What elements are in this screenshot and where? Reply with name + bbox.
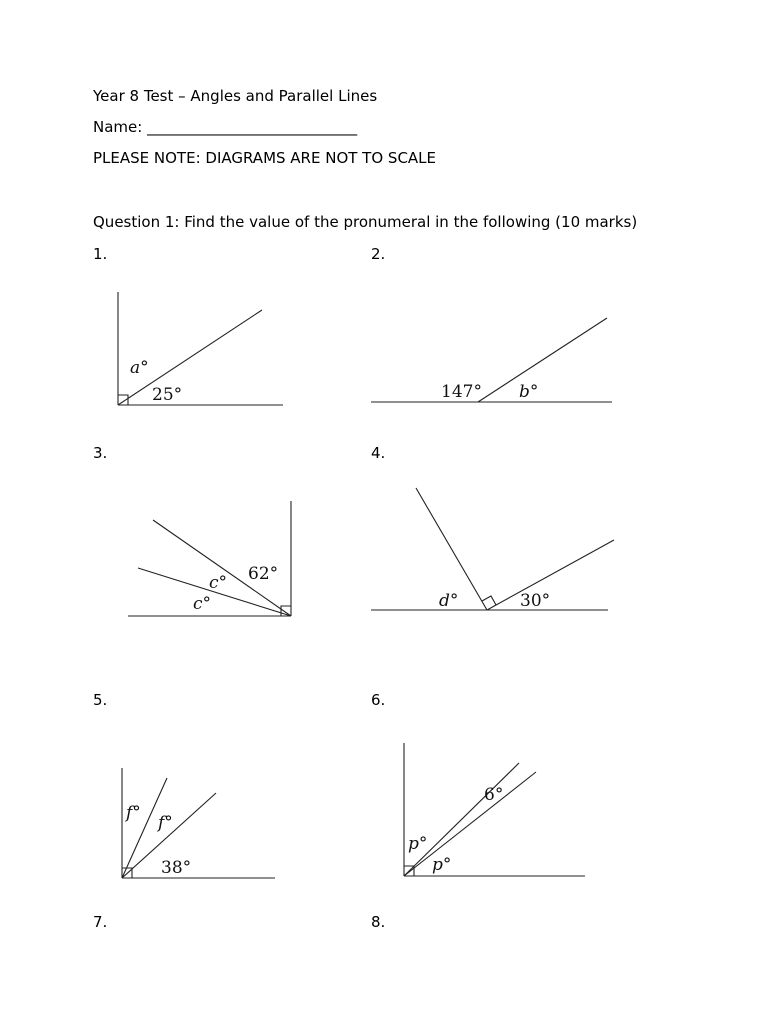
test-title: Year 8 Test – Angles and Parallel Lines (93, 87, 378, 105)
diagram-6-upper-ray (404, 763, 519, 876)
diagram-6-lower-ray (404, 772, 536, 876)
diagram-5-label-38: 38° (161, 858, 192, 878)
diagram-4-label-d: d° (439, 591, 459, 611)
question-1-prompt: Question 1: Find the value of the pronumeral in the following (10 marks) (93, 213, 638, 231)
diagram-5 (122, 768, 275, 878)
item-number-3: 3. (93, 444, 108, 462)
scale-note: PLEASE NOTE: DIAGRAMS ARE NOT TO SCALE (93, 149, 437, 167)
diagram-5-label-f-left: f° (126, 803, 141, 823)
diagram-4-right-arm (487, 540, 614, 610)
item-number-5: 5. (93, 691, 108, 709)
diagram-3-label-c-upper: c° (209, 573, 228, 593)
item-number-8: 8. (371, 913, 386, 931)
diagram-4-right-angle-mark (482, 596, 496, 605)
diagram-1 (118, 292, 283, 405)
diagram-6-label-p-upper: p° (408, 834, 428, 854)
diagram-1-label-25: 25° (152, 385, 183, 405)
diagram-2-slanted-arm (478, 318, 607, 402)
diagram-2-label-b: b° (519, 382, 539, 402)
diagram-3 (128, 501, 291, 616)
item-number-6: 6. (371, 691, 386, 709)
diagram-6-label-6: 6° (484, 785, 504, 805)
diagram-6 (404, 743, 585, 876)
diagram-2-label-147: 147° (441, 382, 482, 402)
diagram-1-label-a: a° (130, 358, 149, 378)
diagram-4-label-30: 30° (520, 591, 551, 611)
diagram-4 (371, 488, 614, 611)
diagram-5-label-f-right: f° (158, 813, 173, 833)
name-field-label: Name: ____________________________ (93, 118, 358, 136)
diagram-6-label-p-lower: p° (432, 855, 452, 875)
diagram-3-label-62: 62° (248, 564, 279, 584)
item-number-1: 1. (93, 245, 108, 263)
item-number-2: 2. (371, 245, 386, 263)
diagram-2 (371, 318, 612, 402)
diagram-3-label-c-lower: c° (193, 594, 212, 614)
item-number-7: 7. (93, 913, 108, 931)
item-number-4: 4. (371, 444, 386, 462)
